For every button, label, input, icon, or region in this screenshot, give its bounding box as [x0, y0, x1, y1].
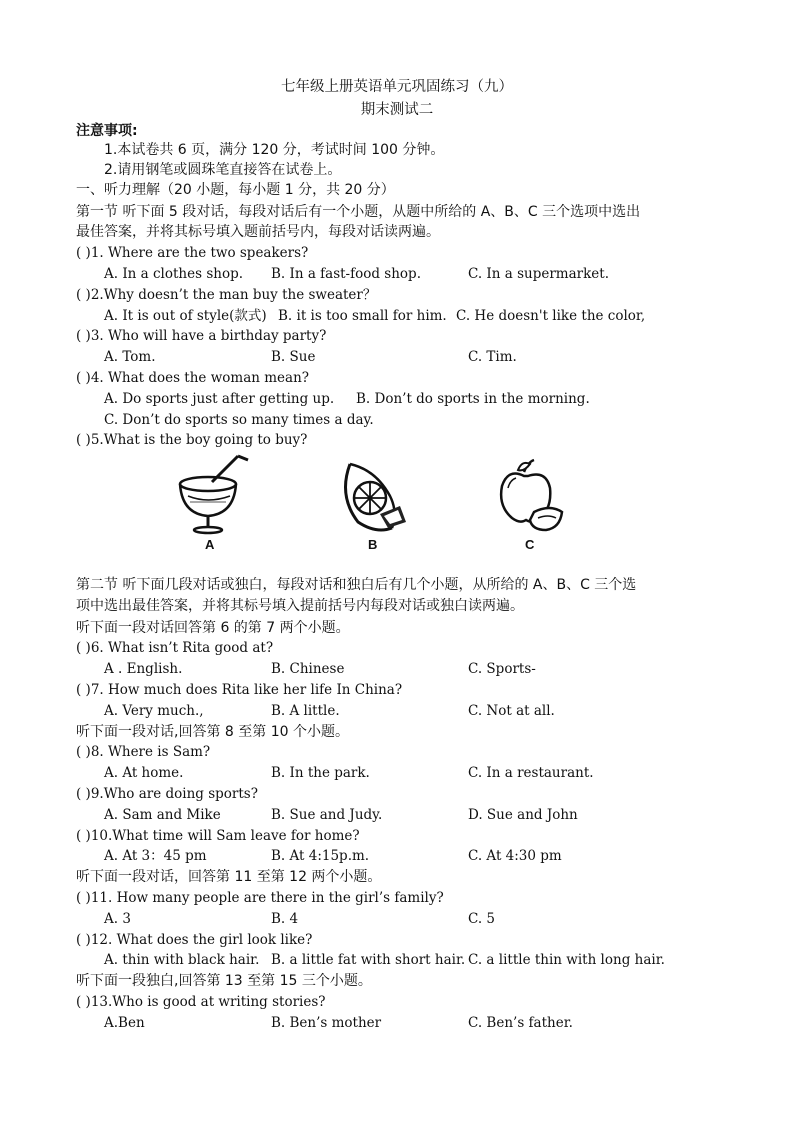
question-3-option-a: A. Tom. — [104, 349, 156, 365]
instruction-q11-12: 听下面一段对话，回答第 11 至第 12 两个小题。 — [76, 869, 382, 885]
exam-subtitle: 期末测试二 — [360, 102, 434, 118]
question-3: ( )3. Who will have a birthday party? — [76, 328, 327, 344]
question-6: ( )6. What isn’t Rita good at? — [76, 640, 274, 656]
question-8-option-c: C. In a restaurant. — [468, 765, 594, 781]
question-7-option-c: C. Not at all. — [468, 703, 555, 719]
question-3-option-c: C. Tim. — [468, 349, 517, 365]
question-1-option-c: C. In a supermarket. — [468, 266, 609, 282]
section2-instruction-line2: 项中选出最佳答案，并将其标号填入提前括号内每段对话或独白读两遍。 — [76, 598, 524, 614]
notes-heading: 注意事项: — [76, 123, 138, 139]
question-3-option-b: B. Sue — [271, 349, 316, 365]
question-9-option-c: D. Sue and John — [468, 807, 578, 823]
question-2-option-c: C. He doesn't like the color, — [456, 308, 646, 324]
question-6-option-a: A . English. — [104, 661, 183, 677]
question-2-option-a: A. It is out of style(款式) — [104, 308, 267, 324]
question-7: ( )7. How much does Rita like her life In China? — [76, 682, 403, 698]
question-12-option-c: C. a little thin with long hair. — [468, 952, 665, 968]
question-9-option-a: A. Sam and Mike — [104, 807, 221, 823]
picture-label-c: C — [525, 537, 535, 552]
orange-slices-picture — [336, 456, 412, 536]
question-10-option-c: C. At 4:30 pm — [468, 848, 562, 864]
question-1-option-a: A. In a clothes shop. — [104, 266, 244, 282]
question-2-option-b: B. it is too small for him. — [278, 308, 447, 324]
question-1-option-b: B. In a fast-food shop. — [271, 266, 421, 282]
instruction-q8-10: 听下面一段对话,回答第 8 至第 10 个小题。 — [76, 724, 349, 740]
question-13-option-c: C. Ben’s father. — [468, 1015, 573, 1031]
question-7-option-b: B. A little. — [271, 703, 340, 719]
question-13-option-b: B. Ben’s mother — [271, 1015, 382, 1031]
question-2: ( )2.Why doesn’t the man buy the sweater？ — [76, 287, 377, 303]
question-4-option-b: B. Don’t do sports in the morning. — [356, 391, 590, 407]
question-8-option-a: A. At home. — [104, 765, 184, 781]
question-9: ( )9.Who are doing sports? — [76, 786, 258, 802]
question-9-option-b: B. Sue and Judy. — [271, 807, 383, 823]
question-4: ( )4. What does the woman mean? — [76, 370, 310, 386]
question-4-option-c: C. Don’t do sports so many times a day. — [104, 412, 374, 428]
question-10-option-b: B. At 4:15p.m. — [271, 848, 370, 864]
question-11: ( )11. How many people are there in the girl’s family? — [76, 890, 444, 906]
question-12: ( )12. What does the girl look like? — [76, 932, 313, 948]
apple-picture — [494, 458, 566, 536]
section1-instruction-line2: 最佳答案，并将其标号填入题前括号内，每段对话读两遍。 — [76, 224, 440, 240]
question-11-option-a: A. 3 — [104, 911, 131, 927]
exam-title: 七年级上册英语单元巩固练习（九） — [281, 79, 513, 95]
question-11-option-c: C. 5 — [468, 911, 496, 927]
question-12-option-b: B. a little fat with short hair. — [271, 952, 466, 968]
question-10-option-a: A. At 3：45 pm — [104, 848, 207, 864]
question-13-option-a: A.Ben — [104, 1015, 145, 1031]
picture-label-a: A — [205, 537, 215, 552]
picture-label-b: B — [368, 537, 378, 552]
notes-item-1: 1.本试卷共 6 页，满分 120 分，考试时间 100 分钟。 — [104, 142, 445, 158]
question-10: ( )10.What time will Sam leave for home? — [76, 828, 360, 844]
question-8-option-b: B. In the park. — [271, 765, 370, 781]
instruction-q6-7: 听下面一段对话回答第 6 的第 7 两个小题。 — [76, 620, 350, 636]
section2-instruction-line1: 第二节 听下面几段对话或独白，每段对话和独白后有几个小题，从所给的 A、B、C 三个选 — [76, 577, 637, 593]
question-5: ( )5.What is the boy going to buy? — [76, 432, 308, 448]
question-13: ( )13.Who is good at writing stories? — [76, 994, 326, 1010]
question-12-option-a: A. thin with black hair. — [104, 952, 260, 968]
question-7-option-a: A. Very much., — [104, 703, 204, 719]
question-6-option-c: C. Sports- — [468, 661, 536, 677]
notes-item-2: 2.请用钢笔或圆珠笔直接答在试卷上。 — [104, 162, 342, 178]
section1-instruction-line1: 第一节 听下面 5 段对话，每段对话后有一个小题，从题中所给的 A、B、C 三个选项中选出 — [76, 204, 641, 220]
question-8: ( )8. Where is Sam? — [76, 744, 211, 760]
drink-glass-picture — [168, 452, 256, 540]
question-1: ( )1. Where are the two speakers? — [76, 245, 309, 261]
question-6-option-b: B. Chinese — [271, 661, 345, 677]
question-4-option-a: A. Do sports just after getting up. — [104, 391, 335, 407]
part1-heading: 一、听力理解（20 小题，每小题 1 分，共 20 分） — [76, 182, 395, 198]
instruction-q13-15: 听下面一段独白,回答第 13 至第 15 三个小题。 — [76, 973, 372, 989]
question-11-option-b: B. 4 — [271, 911, 299, 927]
